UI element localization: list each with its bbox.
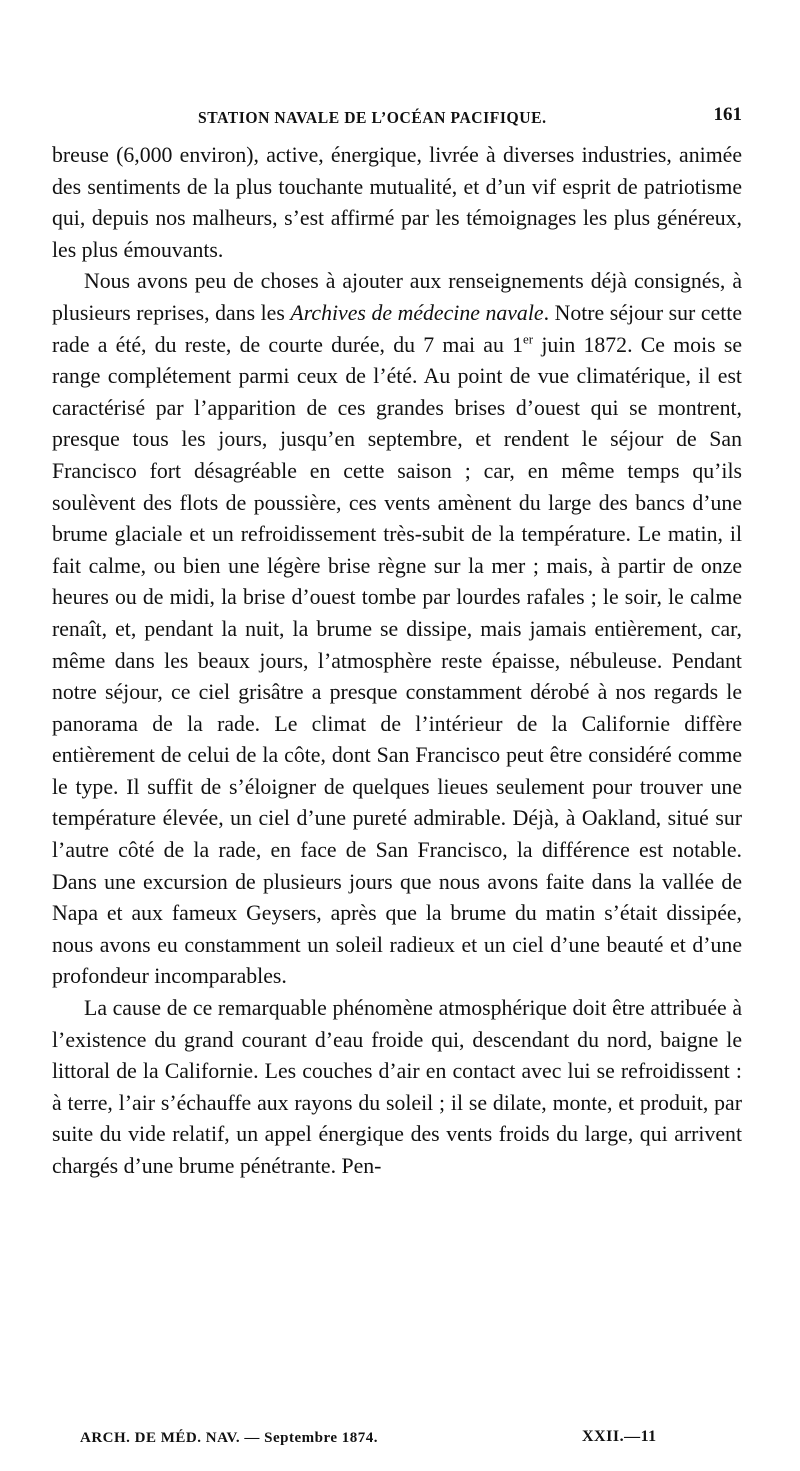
document-page <box>52 0 742 1471</box>
running-header <box>52 104 742 134</box>
paragraph-2-middle: . Notre séjour sur cette rade a été, du reste, de courte durée, du 7 mai au 1 <box>52 300 743 357</box>
paragraph-3: La cause de ce remarquable phénomène atmosphérique doit être attribuée à l’existence du grand courant d’eau froide qui, descendant du nord, baigne le littoral de la Californie. Les couches d’air en contact avec lui se refroidissent : à terre, l’air s’échauffe aux rayons du soleil ; il se dilate, monte, et produit, par suite du vide relatif, un appel énergique des vents froids du large, qui arrivent chargés d’une brume pénétrante. Pen- <box>52 996 742 1178</box>
footer-signature: XXII.—11 <box>582 1428 657 1445</box>
journal-title: Archives de médecine navale <box>290 300 544 325</box>
paragraph-1: breuse (6,000 environ), active, énergique, livrée à diverses industries, animée des sentiments de la plus touchante mutualité, et d’un vif esprit de patriotisme qui, depuis nos malheurs, s’est affirmé par les témoignages les plus généreux, les plus émouvants. <box>52 143 742 262</box>
ordinal-superscript: er <box>523 331 534 347</box>
page-footer <box>52 1428 742 1454</box>
running-title: STATION NAVALE DE L’OCÉAN PACIFIQUE. <box>198 108 547 127</box>
footer-citation: ARCH. DE MÉD. NAV. — Septembre 1874. <box>80 1430 379 1446</box>
body-text <box>52 140 742 1183</box>
paragraph-2 <box>52 266 742 993</box>
page-number: 161 <box>713 104 742 125</box>
paragraph-2-start: Nous avons peu de choses à ajouter aux renseignements déjà consignés, à plusieurs reprises, dans les <box>52 269 742 325</box>
paragraph-2-end: juin 1872. Ce mois se range complétement parmi ceux de l’été. Au point de vue climatérique, il est caractérisé par l’apparition de ces grandes brises d’ouest qui se montrent, presque tous les jours, jusqu’en septembre, et rendent le séjour de San Francisco fort désagréable en cette saison ; car, en même temps qu’ils soulèvent des flots de poussière, ces vents amènent du large des bancs d’une brume glaciale et un refroidissement très-subit de la température. Le matin, il fait calme, ou bien une légère brise règne sur la mer ; mais, à partir de onze heures ou de midi, la brise d’ouest tombe par lourdes rafales ; le soir, le calme renaît, et, pendant la nuit, la brume se dissipe, mais jamais entièrement, car, même dans les beaux jours, l’atmosphère reste épaisse, nébuleuse. Pendant notre séjour, ce ciel grisâtre a presque constamment dérobé à nos regards le panorama de la rade. Le climat de l’intérieur de la Californie diffère entièrement de celui de la côte, dont San Francisco peut être considéré comme le type. Il suffit de s’éloigner de quelques lieues seulement pour trouver une température élevée, un ciel d’une pureté admirable. Déjà, à Oakland, situé sur l’autre côté de la rade, en face de San Francisco, la différence est notable. Dans une excursion de plusieurs jours que nous avons faite dans la vallée de Napa et aux fameux Geysers, après que la brume du matin s’était dissipée, nous avons eu constamment un soleil radieux et un ciel d’une beauté et d’une profondeur incomparables. <box>52 332 742 989</box>
